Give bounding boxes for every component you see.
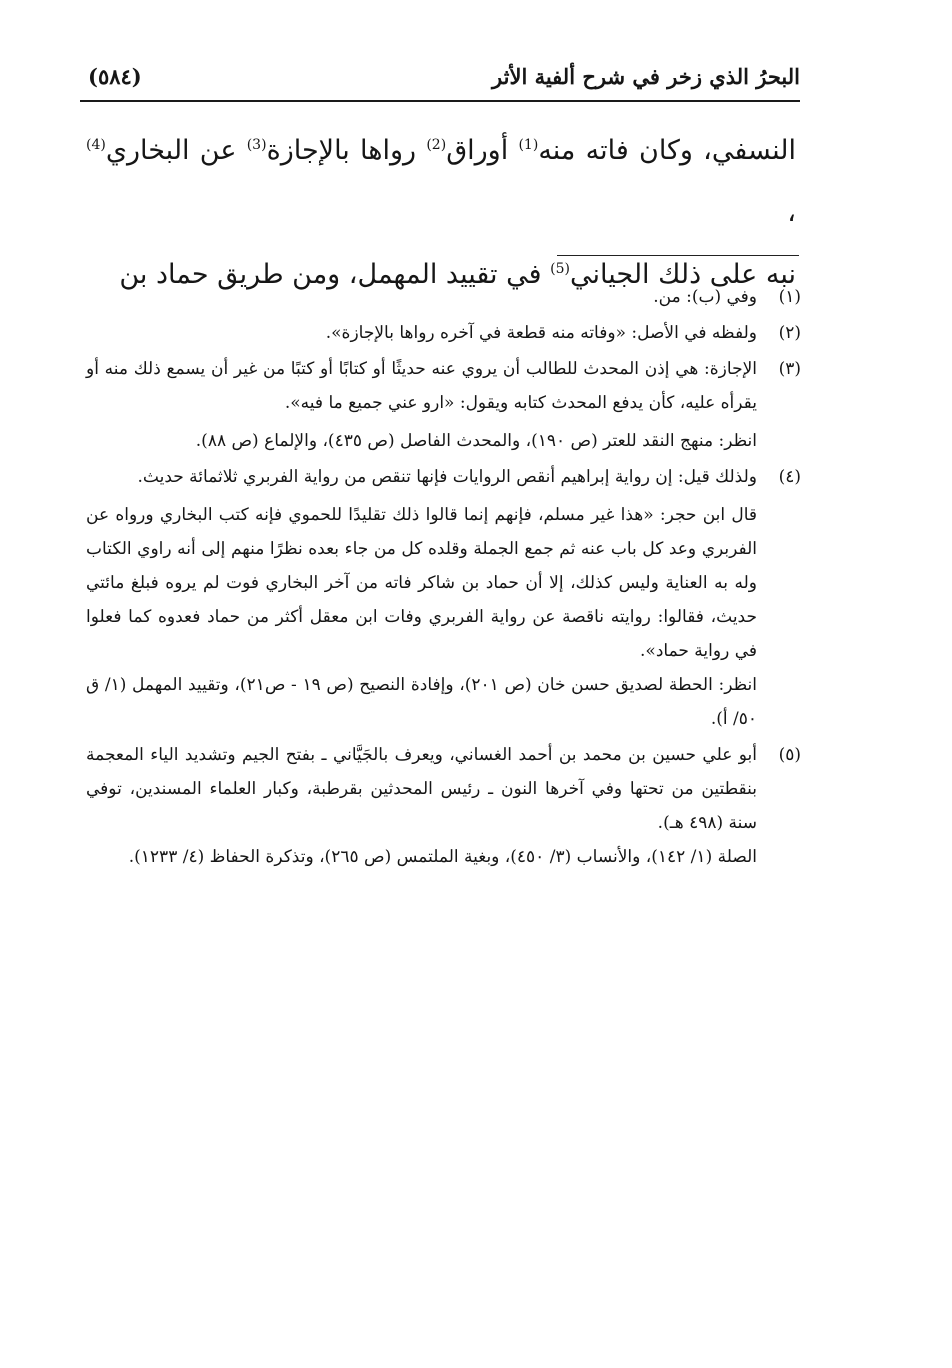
footnote-ref: (2) — [426, 137, 447, 153]
footnote-4 — [86, 460, 801, 736]
footnote-ref: (5) — [550, 261, 570, 277]
footnote-number: (١) — [778, 287, 801, 307]
footnote-body — [86, 316, 757, 350]
footnotes — [86, 280, 801, 876]
footnote-number: (٢) — [778, 323, 801, 343]
footnote-number: (٣) — [778, 359, 801, 379]
footnote-separator — [557, 255, 799, 256]
footnote-body — [86, 280, 757, 314]
footnote-body — [86, 738, 757, 874]
footnote-number: (٥) — [778, 745, 801, 765]
footnote-2 — [86, 316, 801, 350]
footnote-paragraph: انظر: منهج النقد للعتر (ص ١٩٠)، والمحدث الفاصل (ص ٤٣٥)، والإلماع (ص ٨٨). — [195, 431, 757, 451]
footnote-paragraph: قال ابن حجر: «هذا غير مسلم، فإنهم إنما قالوا ذلك تقليدًا للحموي فإنه كتب البخاري ورواه عن الفربري وعد كل باب عنه ثم جمع الجملة وقلده كل من جاء بعده نظرًا منهم إلى أنه راوي الكتاب وله به العناية وليس كذلك، إلا أن حماد بن شاكر فاته من آخر البخاري فوت لم يروه فبلغ مائتي حديث، فقالوا: روايته ناقصة عن رواية الفربري وفات ابن معقل أكثر من حماد فعدوه كما فعلوا في رواية حماد». — [86, 505, 757, 661]
footnote-paragraph: ولفظه في الأصل: «وفاته منه قطعة في آخره رواها بالإجازة». — [325, 323, 757, 343]
header-title: البحرُ الذي زخر في شرح ألفية الأثر — [492, 64, 800, 89]
footnote-1 — [86, 280, 801, 314]
footnote-paragraph: ولذلك قيل: إن رواية إبراهيم أنقص الروايات فإنها تنقص من رواية الفربري ثلاثمائة حديث. — [137, 467, 757, 487]
header-rule — [80, 100, 800, 102]
main-line: النسفي، وكان فاته منه$^{(1)}$ أوراق$^{(2)}$ رواها بالإجازة$^{(3)}$ عن البخاري$^{(4)}$ ، — [86, 135, 797, 228]
footnote-paragraph: الإجازة: هي إذن المحدث للطالب أن يروي عنه حديثًا أو كتابًا أو كتبًا من غير أن يسمع ذلك منه أو يقرأه عليه، كأن يدفع المحدث كتابه ويقول: «ارو عني جميع ما فيه». — [86, 359, 757, 413]
main-text — [86, 120, 796, 306]
footnote-paragraph: وفي (ب): من. — [653, 287, 757, 307]
footnote-body — [86, 352, 757, 458]
footnote-3 — [86, 352, 801, 458]
footnote-paragraph: أبو علي حسين بن محمد بن أحمد الغساني، ويعرف بالجَيَّاني ـ بفتح الجيم وتشديد الياء المعجمة بنقطتين من تحتها وفي آخرها النون ـ رئيس المحدثين بقرطبة، وكبار العلماء المسندين، توفي سنة (٤٩٨ هـ). — [86, 745, 757, 833]
footnote-paragraph: الصلة (١/ ١٤٢)، والأنساب (٣/ ٤٥٠)، وبغية الملتمس (ص ٢٦٥)، وتذكرة الحفاظ (٤/ ١٢٣٣). — [128, 847, 757, 867]
main-line: نبه على ذلك الجياني$^{(5)}$ في تقييد المهمل، ومن طريق حماد بن — [119, 259, 796, 290]
footnote-ref: (1) — [518, 137, 539, 153]
footnote-5 — [86, 738, 801, 874]
footnote-number: (٤) — [778, 467, 801, 487]
footnote-body — [86, 460, 757, 736]
page-number: (٥٨٤) — [88, 64, 142, 89]
running-header — [80, 58, 800, 102]
footnote-ref: (4) — [86, 137, 106, 153]
footnote-ref: (3) — [246, 137, 267, 153]
footnote-paragraph: انظر: الحطة لصديق حسن خان (ص ٢٠١)، وإفادة النصيح (ص ١٩ - ص٢١)، وتقييد المهمل (١/ ق ٥٠/ أ). — [86, 675, 758, 729]
